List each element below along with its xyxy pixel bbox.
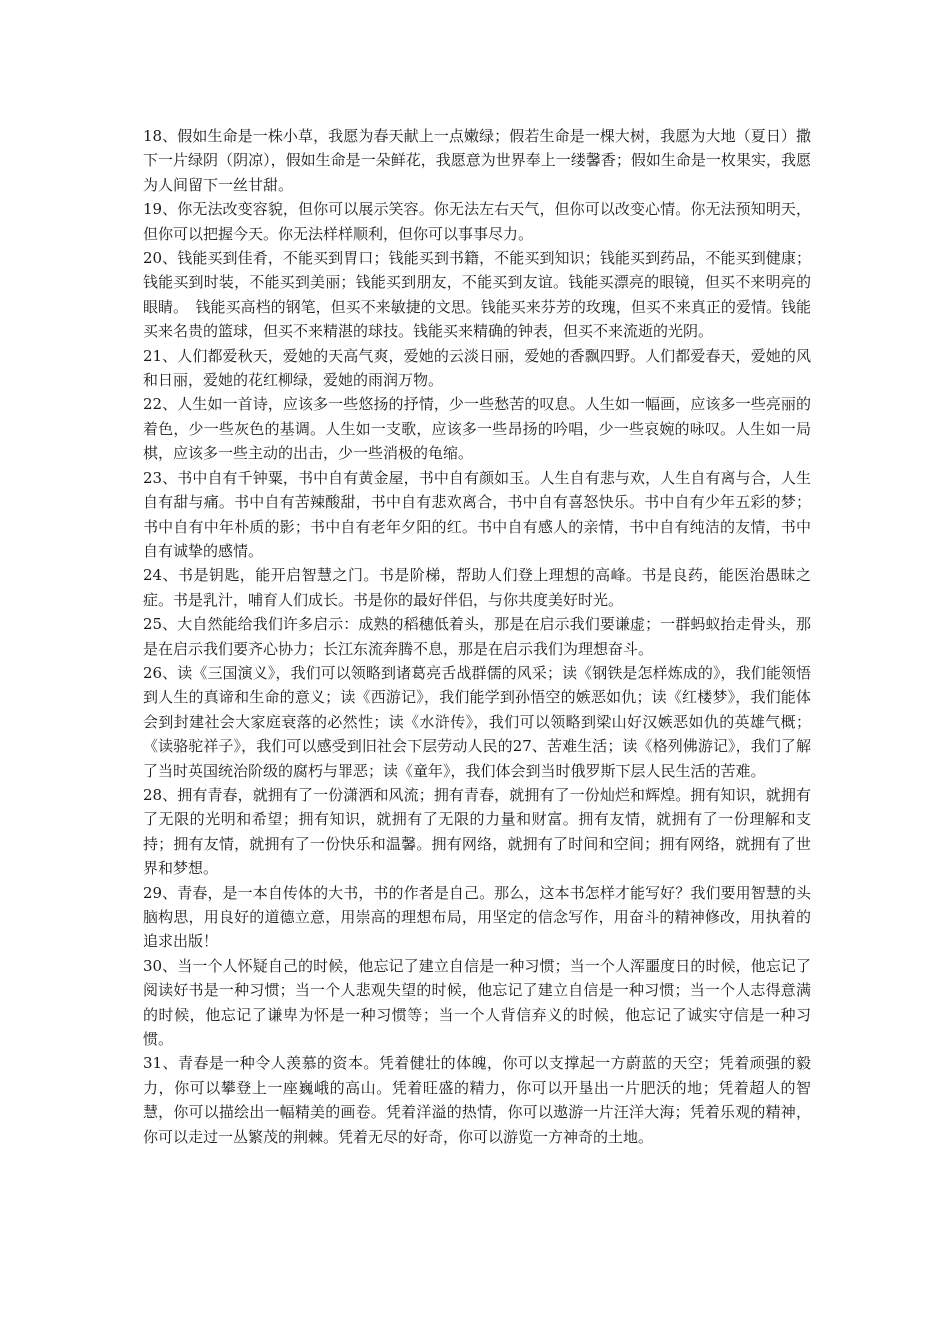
paragraph-24: 24、书是钥匙，能开启智慧之门。书是阶梯，帮助人们登上理想的高峰。书是良药，能医治愚昧之症。书是乳汁，哺育人们成长。书是你的最好伴侣，与你共度美好时光。 xyxy=(143,566,811,609)
paragraph-31: 31、青春是一种令人羡慕的资本。凭着健壮的体魄，你可以支撑起一方蔚蓝的天空；凭着顽强的毅力，你可以攀登上一座巍峨的高山。凭着旺盛的精力，你可以开垦出一片肥沃的地；凭着超人的智慧，你可以描绘出一幅精美的画卷。凭着洋溢的热情，你可以遨游一片汪洋大海；凭着乐观的精神，你可以走过一丛繁茂的荆棘。凭着无尽的好奇，你可以游览一方神奇的土地。 xyxy=(143,1054,811,1146)
paragraph-28: 28、拥有青春，就拥有了一份潇洒和风流；拥有青春，就拥有了一份灿烂和辉煌。拥有知识，就拥有了无限的光明和希望；拥有知识，就拥有了无限的力量和财富。拥有友情，就拥有了一份理解和支持；拥有友情，就拥有了一份快乐和温馨。拥有网络，就拥有了时间和空间；拥有网络，就拥有了世界和梦想。 xyxy=(143,785,811,878)
paragraph-22: 22、人生如一首诗，应该多一些悠扬的抒情，少一些愁苦的叹息。人生如一幅画，应该多一些亮丽的着色，少一些灰色的基调。人生如一支歌，应该多一些昂扬的吟唱，少一些哀婉的咏叹。人生如一局棋，应该多一些主动的出击，少一些消极的龟缩。 xyxy=(143,395,811,463)
paragraph-29: 29、青春，是一本自传体的大书，书的作者是自己。那么，这本书怎样才能写好？我们要用智慧的头脑构思，用良好的道德立意，用崇高的理想布局，用坚定的信念写作，用奋斗的精神修改，用执着的追求出版！ xyxy=(143,883,811,951)
paragraph-19: 19、你无法改变容貌，但你可以展示笑容。你无法左右天气，但你可以改变心情。你无法预知明天，但你可以把握今天。你无法样样顺利，但你可以事事尽力。 xyxy=(143,200,811,243)
paragraph-26: 26、读《三国演义》，我们可以领略到诸葛亮舌战群儒的风采；读《钢铁是怎样炼成的》，我们能领悟到人生的真谛和生命的意义；读《西游记》，我们能学到孙悟空的嫉恶如仇；读《红楼梦》，我们能体会到封建社会大家庭衰落的必然性；读《水浒传》，我们可以领略到梁山好汉嫉恶如仇的英雄气概；《读骆驼祥子》，我们可以感受到旧社会下层劳动人民的27、苦难生活；读《格列佛游记》，我们了解了当时英国统治阶级的腐朽与罪恶；读《童年》，我们体会到当时俄罗斯下层人民生活的苦难。 xyxy=(143,663,811,780)
paragraph-21: 21、人们都爱秋天，爱她的天高气爽，爱她的云淡日丽，爱她的香飘四野。人们都爱春天，爱她的风和日丽，爱她的花红柳绿，爱她的雨润万物。 xyxy=(143,346,811,390)
paragraph-25: 25、大自然能给我们许多启示：成熟的稻穗低着头，那是在启示我们要谦虚；一群蚂蚁抬走骨头，那是在启示我们要齐心协力；长江东流奔腾不息，那是在启示我们为理想奋斗。 xyxy=(143,615,811,658)
paragraph-20: 20、钱能买到佳肴，不能买到胃口；钱能买到书籍，不能买到知识；钱能买到药品，不能买到健康；钱能买到时装，不能买到美丽；钱能买到朋友，不能买到友谊。钱能买漂亮的眼镜，但买不来明亮的眼睛。 钱能买高档的钢笔，但买不来敏捷的文思。钱能买来芬芳的玫瑰，但买不来真正的爱情。钱能买来名贵的篮球，但买不来精湛的球技。钱能买来精确的钟表，但买不来流逝的光阴。 xyxy=(143,249,811,341)
paragraph-30: 30、当一个人怀疑自己的时候，他忘记了建立自信是一种习惯；当一个人浑噩度日的时候，他忘记了阅读好书是一种习惯；当一个人悲观失望的时候，他忘记了建立自信是一种习惯；当一个人志得意满的时候，他忘记了谦卑为怀是一种习惯等；当一个人背信弃义的时候，他忘记了诚实守信是一种习惯。 xyxy=(143,956,811,1049)
document-body xyxy=(143,124,811,1149)
paragraph-18: 18、假如生命是一株小草，我愿为春天献上一点嫩绿；假若生命是一棵大树，我愿为大地（夏日）撒下一片绿阴（阴凉），假如生命是一朵鲜花，我愿意为世界奉上一缕馨香；假如生命是一枚果实，我愿为人间留下一丝甘甜。 xyxy=(143,127,811,194)
paragraph-23: 23、书中自有千钟粟，书中自有黄金屋，书中自有颜如玉。人生自有悲与欢，人生自有离与合，人生自有甜与痛。书中自有苦辣酸甜，书中自有悲欢离合，书中自有喜怒快乐。书中自有少年五彩的梦；书中自有中年朴质的影；书中自有老年夕阳的红。书中自有感人的亲情，书中自有纯洁的友情，书中自有诚挚的感情。 xyxy=(143,468,811,560)
